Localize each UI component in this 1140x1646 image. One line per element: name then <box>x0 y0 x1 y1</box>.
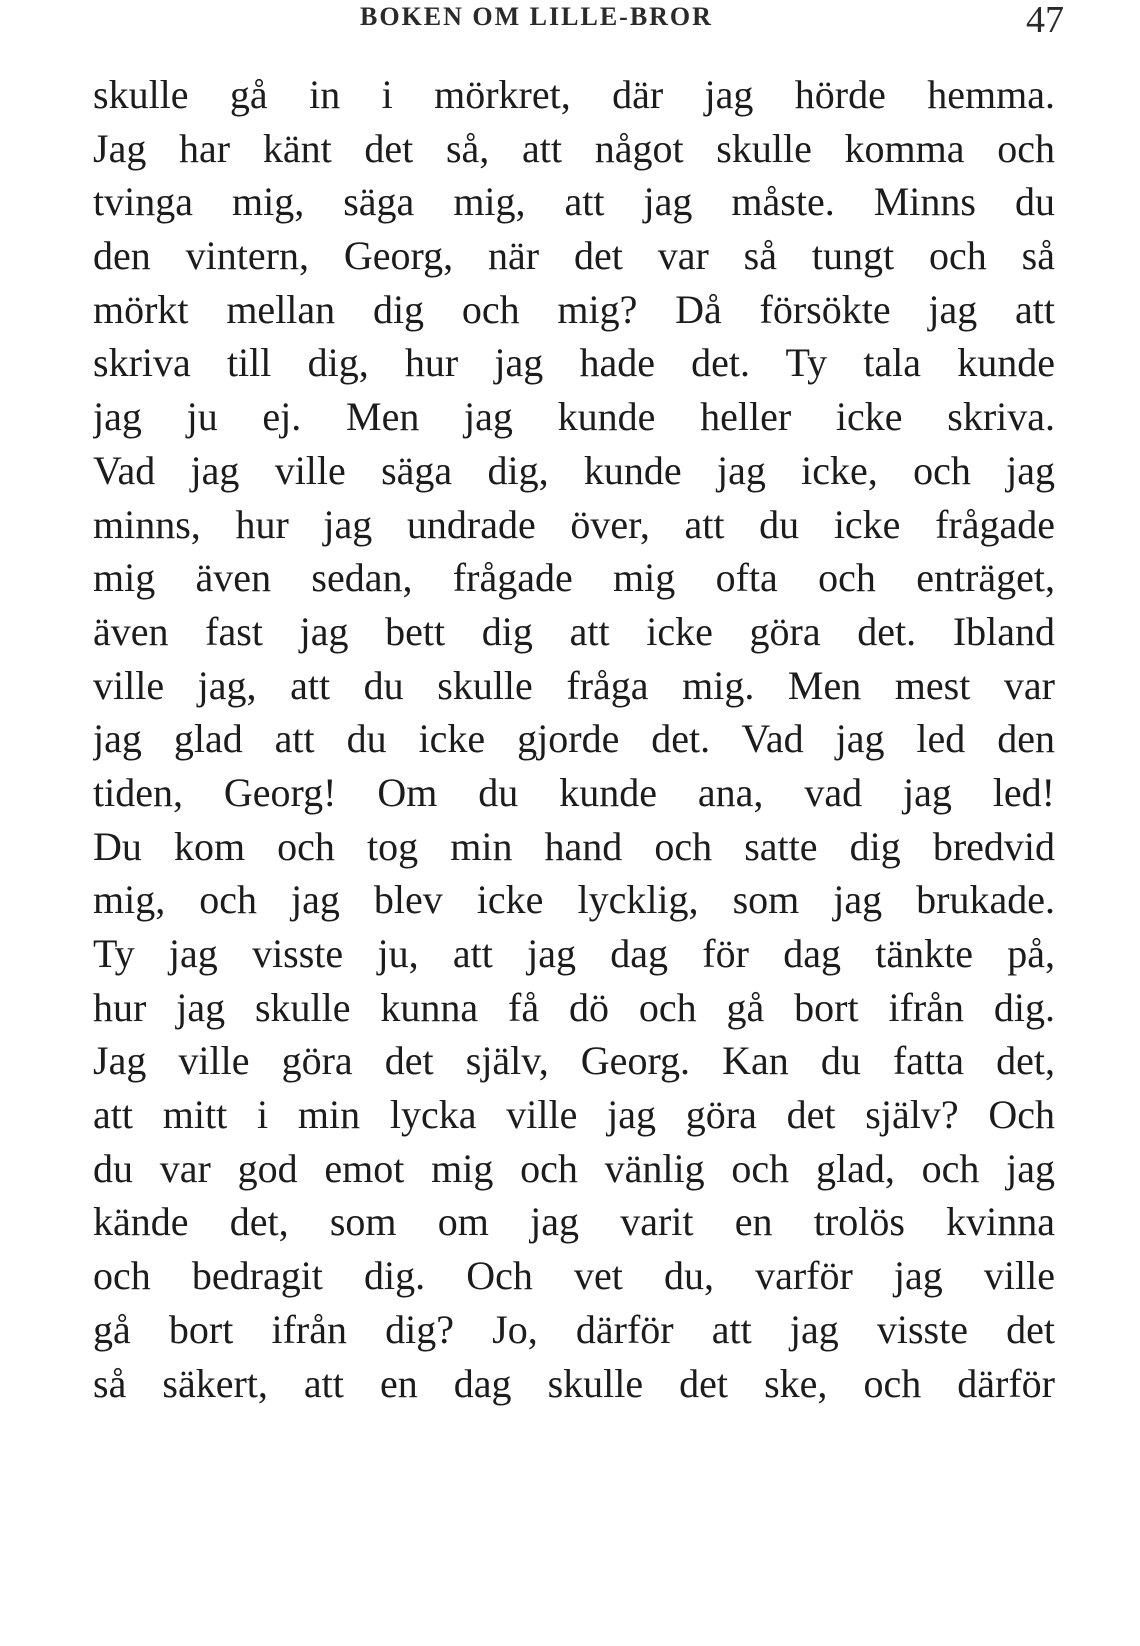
text-line: så säkert, att en dag skulle det ske, och därför <box>93 1360 1055 1406</box>
text-line: kände det, som om jag varit en trolös kvinna <box>93 1199 1055 1245</box>
text-line: jag glad att du icke gjorde det. Vad jag led den <box>93 716 1055 762</box>
text-line: du var god emot mig och vänlig och glad, och jag <box>93 1145 1055 1191</box>
text-line: skriva till dig, hur jag hade det. Ty tala kunde <box>93 340 1055 386</box>
text-line: att mitt i min lycka ville jag göra det själv? Och <box>93 1092 1055 1138</box>
text-line: tiden, Georg! Om du kunde ana, vad jag led! <box>93 769 1055 815</box>
text-line: och bedragit dig. Och vet du, varför jag ville <box>93 1253 1055 1299</box>
text-line: tvinga mig, säga mig, att jag måste. Minns du <box>93 179 1055 225</box>
text-line: minns, hur jag undrade över, att du icke frågade <box>93 501 1055 547</box>
running-title: BOKEN OM LILLE-BROR <box>360 2 713 31</box>
text-line: mig, och jag blev icke lycklig, som jag brukade. <box>93 877 1055 923</box>
text-line: Vad jag ville säga dig, kunde jag icke, och jag <box>93 447 1055 493</box>
text-line: skulle gå in i mörkret, där jag hörde hemma. <box>93 72 1055 117</box>
text-line: hur jag skulle kunna få dö och gå bort ifrån dig. <box>93 984 1055 1030</box>
text-line: ville jag, att du skulle fråga mig. Men mest var <box>93 662 1055 708</box>
text-line: jag ju ej. Men jag kunde heller icke skriva. <box>93 394 1055 440</box>
text-line: Jag har känt det så, att något skulle komma och <box>93 125 1055 171</box>
text-line: gå bort ifrån dig? Jo, därför att jag visste det <box>93 1306 1055 1352</box>
text-line: Du kom och tog min hand och satte dig bredvid <box>93 823 1055 869</box>
text-line: även fast jag bett dig att icke göra det. Ibland <box>93 608 1055 654</box>
page-number: 47 <box>1026 0 1064 41</box>
text-line: mörkt mellan dig och mig? Då försökte jag att <box>93 286 1055 332</box>
text-line: Ty jag visste ju, att jag dag för dag tänkte på, <box>93 931 1055 976</box>
text-line: mig även sedan, frågade mig ofta och enträget, <box>93 555 1055 601</box>
text-line: Jag ville göra det själv, Georg. Kan du fatta det, <box>93 1038 1055 1084</box>
body-text <box>93 68 1055 1410</box>
text-line: den vintern, Georg, när det var så tungt och så <box>93 233 1055 279</box>
